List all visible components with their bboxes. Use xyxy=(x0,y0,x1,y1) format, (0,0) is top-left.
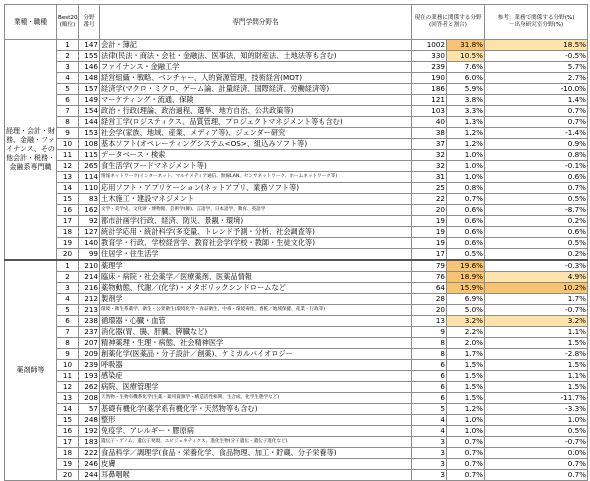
rank-cell: 4 xyxy=(57,73,79,84)
field-name-cell: 耳鼻咽喉 xyxy=(100,470,412,481)
table-row xyxy=(5,150,588,161)
table-row xyxy=(5,393,588,404)
table-row xyxy=(5,437,588,448)
reference-cell: 0.7% xyxy=(485,459,588,470)
share-cell: 2.2% xyxy=(447,327,485,338)
share-cell: 1.5% xyxy=(447,360,485,371)
reference-cell: 0.5% xyxy=(485,194,588,205)
share-cell: 0.7% xyxy=(447,194,485,205)
code-cell: 262 xyxy=(79,382,100,393)
share-cell: 1.0% xyxy=(447,161,485,172)
field-name-cell: 感染症 xyxy=(100,371,412,382)
share-cell: 0.7% xyxy=(447,470,485,481)
reference-cell: 3.2% xyxy=(485,316,588,327)
share-cell: 3.3% xyxy=(447,106,485,117)
field-name-cell: 遺伝子・ゲノム、遺伝子発現、エピジェネティクス、進化生物(分子遺伝・遺伝子進化など) xyxy=(100,437,412,448)
rank-cell: 5 xyxy=(57,305,79,316)
table-row xyxy=(5,128,588,139)
rank-cell: 3 xyxy=(57,283,79,294)
table-row xyxy=(5,371,588,382)
code-cell: 210 xyxy=(79,260,100,272)
rank-cell: 11 xyxy=(57,371,79,382)
code-cell: 209 xyxy=(79,349,100,360)
count-cell: 38 xyxy=(412,128,447,139)
share-cell: 7.6% xyxy=(447,62,485,73)
count-cell: 4 xyxy=(412,415,447,426)
rank-cell: 19 xyxy=(57,459,79,470)
count-cell: 20 xyxy=(412,305,447,316)
field-name-cell: 経営工学(ロジスティクス、品質管理、プロジェクトマネジメント等も含む) xyxy=(100,117,412,128)
code-cell: 193 xyxy=(79,371,100,382)
table-row xyxy=(5,106,588,117)
count-cell: 19 xyxy=(412,216,447,227)
count-cell: 8 xyxy=(412,349,447,360)
field-name-cell: 文学・美学史、文化財・博物館、芸術学(舞)、言語学、日本語学、教育、英語学 xyxy=(100,205,412,216)
count-cell: 25 xyxy=(412,183,447,194)
count-cell: 79 xyxy=(412,260,447,272)
reference-cell: 1.5% xyxy=(485,360,588,371)
code-cell: 140 xyxy=(79,238,100,249)
table-row xyxy=(5,161,588,172)
rank-cell: 14 xyxy=(57,404,79,415)
reference-cell: -2.8% xyxy=(485,349,588,360)
table-row xyxy=(5,51,588,62)
code-cell: 149 xyxy=(79,95,100,106)
reference-cell: 2.7% xyxy=(485,73,588,84)
share-cell: 18.9% xyxy=(447,272,485,283)
reference-cell: 0.8% xyxy=(485,150,588,161)
field-name-cell: 土木施工・建設マネジメント xyxy=(100,194,412,205)
reference-cell: 0.5% xyxy=(485,426,588,437)
count-cell: 6 xyxy=(412,371,447,382)
field-name-cell: 教育学・行政、学校経営学、教育社会学(学校・教師・生徒文化等) xyxy=(100,238,412,249)
code-cell: 238 xyxy=(79,316,100,327)
share-cell: 1.5% xyxy=(447,371,485,382)
share-cell: 1.5% xyxy=(447,382,485,393)
table-row xyxy=(5,459,588,470)
header-code: 分野 番号 xyxy=(79,5,100,40)
reference-cell: 0.0% xyxy=(485,448,588,459)
code-cell: 208 xyxy=(79,393,100,404)
share-cell: 15.9% xyxy=(447,283,485,294)
share-cell: 2.0% xyxy=(447,338,485,349)
header-rank: Best20 (順位) xyxy=(57,5,79,40)
rank-cell: 9 xyxy=(57,349,79,360)
table-row xyxy=(5,84,588,95)
count-cell: 8 xyxy=(412,338,447,349)
rank-cell: 7 xyxy=(57,106,79,117)
code-cell: 83 xyxy=(79,194,100,205)
share-cell: 0.7% xyxy=(447,459,485,470)
rank-cell: 7 xyxy=(57,327,79,338)
rank-cell: 6 xyxy=(57,316,79,327)
rank-cell: 10 xyxy=(57,360,79,371)
table-row xyxy=(5,360,588,371)
rank-cell: 17 xyxy=(57,437,79,448)
count-cell: 28 xyxy=(412,294,447,305)
code-cell: 237 xyxy=(79,327,100,338)
reference-cell: 5.7% xyxy=(485,62,588,73)
table-row xyxy=(5,172,588,183)
rank-cell: 1 xyxy=(57,40,79,51)
code-cell: 108 xyxy=(79,139,100,150)
reference-cell: 4.9% xyxy=(485,272,588,283)
count-cell: 103 xyxy=(412,106,447,117)
count-cell: 64 xyxy=(412,283,447,294)
reference-cell: -8.7% xyxy=(485,205,588,216)
field-name-cell: 応用ソフト・アプリケーション(ネットアプリ、業務ソフト等) xyxy=(100,183,412,194)
reference-cell: 0.7% xyxy=(485,183,588,194)
code-cell: 183 xyxy=(79,437,100,448)
field-name-cell: 製剤学 xyxy=(100,294,412,305)
category-cell: 経理・会計・財務、金融・ファイナンス、その他会計・税務・金融系専門職 xyxy=(5,40,57,261)
field-name-cell: ファイナンス・金融工学 xyxy=(100,62,412,73)
count-cell: 22 xyxy=(412,194,447,205)
count-cell: 5 xyxy=(412,404,447,415)
code-cell: 207 xyxy=(79,338,100,349)
rank-cell: 16 xyxy=(57,426,79,437)
code-cell: 114 xyxy=(79,172,100,183)
reference-cell: -11.7% xyxy=(485,393,588,404)
share-cell: 10.5% xyxy=(447,51,485,62)
table-row xyxy=(5,415,588,426)
share-cell: 0.7% xyxy=(447,448,485,459)
reference-cell: -1.4% xyxy=(485,128,588,139)
table-body xyxy=(5,40,588,481)
count-cell: 32 xyxy=(412,150,447,161)
field-name-cell: 病院、医療管理学 xyxy=(100,382,412,393)
code-cell: 216 xyxy=(79,283,100,294)
table-row xyxy=(5,73,588,84)
reference-cell: 0.5% xyxy=(485,238,588,249)
share-cell: 19.6% xyxy=(447,260,485,272)
field-name-cell: 基礎有機化学(薬学系有機化学・天然物等も含む) xyxy=(100,404,412,415)
code-cell: 115 xyxy=(79,150,100,161)
count-cell: 32 xyxy=(412,161,447,172)
field-name-cell: 臨床・病院・社会薬学／医療薬剤、医薬品情報 xyxy=(100,272,412,283)
code-cell: 144 xyxy=(79,117,100,128)
reference-cell: 1.0% xyxy=(485,415,588,426)
count-cell: 3 xyxy=(412,448,447,459)
rank-cell: 17 xyxy=(57,216,79,227)
code-cell: 92 xyxy=(79,216,100,227)
count-cell: 6 xyxy=(412,393,447,404)
table-row xyxy=(5,260,588,272)
field-name-cell: 経営組織・戦略、ベンチャー、人的資源管理、技術経営(MOT) xyxy=(100,73,412,84)
count-cell: 19 xyxy=(412,227,447,238)
share-cell: 1.2% xyxy=(447,128,485,139)
table-row xyxy=(5,194,588,205)
reference-cell: -0.5% xyxy=(485,51,588,62)
field-name-cell: 経済学(マクロ・ミクロ、ゲーム論、計量経済、国際経済、労働経済等) xyxy=(100,84,412,95)
field-name-cell: 精神薬理・生理・病態、社会精神医学 xyxy=(100,338,412,349)
reference-cell: 0.6% xyxy=(485,172,588,183)
rank-cell: 4 xyxy=(57,294,79,305)
field-name-cell: 環境・衛生系薬学、衛生・公衆衛生(環境化学・食品衛生、中毒・環境毒性、香粧／地域保健、産業・行政等) xyxy=(100,305,412,316)
field-name-cell: 薬理学 xyxy=(100,260,412,272)
code-cell: 265 xyxy=(79,161,100,172)
reference-cell: 1.5% xyxy=(485,338,588,349)
count-cell: 6 xyxy=(412,360,447,371)
table-row xyxy=(5,382,588,393)
reference-cell: 1.4% xyxy=(485,95,588,106)
table-row xyxy=(5,349,588,360)
share-cell: 3.8% xyxy=(447,95,485,106)
rank-cell: 14 xyxy=(57,183,79,194)
table-row xyxy=(5,62,588,73)
count-cell: 3 xyxy=(412,470,447,481)
table-row xyxy=(5,294,588,305)
table-row xyxy=(5,216,588,227)
header-field-name: 専門学問分野名 xyxy=(100,5,412,40)
rank-cell: 2 xyxy=(57,51,79,62)
table-row xyxy=(5,139,588,150)
count-cell: 13 xyxy=(412,316,447,327)
code-cell: 244 xyxy=(79,470,100,481)
field-name-cell: 会計・簿記 xyxy=(100,40,412,51)
share-cell: 3.2% xyxy=(447,316,485,327)
code-cell: 222 xyxy=(79,448,100,459)
reference-cell: -10.0% xyxy=(485,84,588,95)
code-cell: 214 xyxy=(79,272,100,283)
reference-cell: 10.2% xyxy=(485,283,588,294)
reference-cell: 0.2% xyxy=(485,249,588,261)
share-cell: 1.7% xyxy=(447,349,485,360)
table-row xyxy=(5,272,588,283)
code-cell: 192 xyxy=(79,426,100,437)
table-row xyxy=(5,327,588,338)
reference-cell: -0.3% xyxy=(485,260,588,272)
code-cell: 57 xyxy=(79,404,100,415)
share-cell: 1.3% xyxy=(447,117,485,128)
share-cell: 5.9% xyxy=(447,84,485,95)
field-name-cell: 住居学・住生活学 xyxy=(100,249,412,261)
table-row xyxy=(5,40,588,51)
field-name-cell: 都市計画学(行政、経済、防災、景観・環境) xyxy=(100,216,412,227)
count-cell: 76 xyxy=(412,272,447,283)
share-cell: 31.8% xyxy=(447,40,485,51)
field-name-cell: 社会学(家族、地域、産業、メディア等)、ジェンダー研究 xyxy=(100,128,412,139)
field-name-cell: 統計学応用・統計科学(多変量、トレンド予測・分析、社会調査等) xyxy=(100,227,412,238)
rank-cell: 9 xyxy=(57,128,79,139)
field-name-cell: 天然物・生物有機系化学(生薬・薬用資源学・構造活性相関、生合成、化学生態学など) xyxy=(100,393,412,404)
field-name-cell: 呼吸器 xyxy=(100,360,412,371)
rank-cell: 18 xyxy=(57,448,79,459)
rank-cell: 19 xyxy=(57,238,79,249)
share-cell: 1.0% xyxy=(447,426,485,437)
table-row xyxy=(5,227,588,238)
rank-cell: 10 xyxy=(57,139,79,150)
reference-cell: 0.7% xyxy=(485,117,588,128)
code-cell: 212 xyxy=(79,294,100,305)
rank-cell: 16 xyxy=(57,205,79,216)
header-reference: 参考：業務で関係する分野(%) －出身研究室分野(%) xyxy=(485,5,588,40)
field-name-cell: マーケティング・流通、保険 xyxy=(100,95,412,106)
field-name-cell: 薬物動態、代謝／(化学)・メタボリックシンドロームなど xyxy=(100,283,412,294)
reference-cell: 0.7% xyxy=(485,470,588,481)
code-cell: 213 xyxy=(79,305,100,316)
rank-cell: 8 xyxy=(57,117,79,128)
table-row xyxy=(5,249,588,261)
field-name-cell: 政治・行政(理論、政治過程、選挙、地方自治、公共政策等) xyxy=(100,106,412,117)
share-cell: 1.2% xyxy=(447,404,485,415)
field-name-cell: 免疫学、アレルギー・膠原病 xyxy=(100,426,412,437)
code-cell: 153 xyxy=(79,128,100,139)
share-cell: 0.7% xyxy=(447,437,485,448)
count-cell: 239 xyxy=(412,62,447,73)
code-cell: 239 xyxy=(79,360,100,371)
code-cell: 148 xyxy=(79,73,100,84)
table-row xyxy=(5,117,588,128)
rank-cell: 8 xyxy=(57,338,79,349)
share-cell: 0.5% xyxy=(447,249,485,261)
table-row xyxy=(5,426,588,437)
code-cell: 154 xyxy=(79,106,100,117)
field-name-cell: 創薬化学(医薬品・分子設計／創薬)、ケミカルバイオロジー xyxy=(100,349,412,360)
table-row xyxy=(5,448,588,459)
count-cell: 17 xyxy=(412,249,447,261)
reference-cell: 0.9% xyxy=(485,139,588,150)
count-cell: 4 xyxy=(412,426,447,437)
share-cell: 0.8% xyxy=(447,183,485,194)
rank-cell: 13 xyxy=(57,393,79,404)
rank-cell: 20 xyxy=(57,470,79,481)
field-ranking-table xyxy=(4,4,588,481)
header-category: 業種・職種 xyxy=(5,5,57,40)
rank-cell: 5 xyxy=(57,84,79,95)
reference-cell: -0.1% xyxy=(485,161,588,172)
code-cell: 110 xyxy=(79,183,100,194)
rank-cell: 12 xyxy=(57,161,79,172)
share-cell: 1.0% xyxy=(447,415,485,426)
reference-cell: 1.7% xyxy=(485,294,588,305)
rank-cell: 18 xyxy=(57,227,79,238)
code-cell: 246 xyxy=(79,459,100,470)
count-cell: 330 xyxy=(412,51,447,62)
field-name-cell: データベース・検索 xyxy=(100,150,412,161)
reference-cell: -3.3% xyxy=(485,404,588,415)
count-cell: 9 xyxy=(412,327,447,338)
share-cell: 0.6% xyxy=(447,216,485,227)
rank-cell: 3 xyxy=(57,62,79,73)
reference-cell: -0.7% xyxy=(485,437,588,448)
code-cell: 155 xyxy=(79,51,100,62)
code-cell: 147 xyxy=(79,40,100,51)
count-cell: 31 xyxy=(412,172,447,183)
count-cell: 20 xyxy=(412,205,447,216)
header-count: 現在の業務に関係する分野 (回答者と割合) xyxy=(412,5,485,40)
count-cell: 19 xyxy=(412,238,447,249)
field-name-cell: 食品科学／調理学(食品・栄養化学、食品物理、加工・貯蔵、分子栄養等) xyxy=(100,448,412,459)
rank-cell: 11 xyxy=(57,150,79,161)
field-name-cell: 基本ソフト(オペレーティングシステム<OS>、組込みソフト等) xyxy=(100,139,412,150)
reference-cell: 0.2% xyxy=(485,216,588,227)
field-name-cell: 皮膚 xyxy=(100,459,412,470)
table-row xyxy=(5,183,588,194)
share-cell: 1.5% xyxy=(447,393,485,404)
table-row xyxy=(5,283,588,294)
count-cell: 6 xyxy=(412,382,447,393)
table-row xyxy=(5,305,588,316)
rank-cell: 20 xyxy=(57,249,79,261)
count-cell: 121 xyxy=(412,95,447,106)
share-cell: 6.9% xyxy=(447,294,485,305)
code-cell: 248 xyxy=(79,415,100,426)
reference-cell: 0.7% xyxy=(485,106,588,117)
code-cell: 99 xyxy=(79,249,100,261)
field-name-cell: 消化器(胃、腸、肝臓、膵臓など) xyxy=(100,327,412,338)
table-row xyxy=(5,205,588,216)
share-cell: 1.2% xyxy=(447,139,485,150)
rank-cell: 2 xyxy=(57,272,79,283)
count-cell: 40 xyxy=(412,117,447,128)
share-cell: 0.6% xyxy=(447,238,485,249)
reference-cell: 18.5% xyxy=(485,40,588,51)
count-cell: 186 xyxy=(412,84,447,95)
table-row xyxy=(5,238,588,249)
count-cell: 37 xyxy=(412,139,447,150)
reference-cell: 1.1% xyxy=(485,327,588,338)
code-cell: 146 xyxy=(79,62,100,73)
code-cell: 157 xyxy=(79,84,100,95)
rank-cell: 12 xyxy=(57,382,79,393)
code-cell: 127 xyxy=(79,227,100,238)
share-cell: 6.0% xyxy=(447,73,485,84)
table-row xyxy=(5,95,588,106)
count-cell: 1002 xyxy=(412,40,447,51)
count-cell: 3 xyxy=(412,459,447,470)
field-name-cell: 食生活学(フードマネジメント等) xyxy=(100,161,412,172)
table-row xyxy=(5,470,588,481)
field-name-cell: 整形 xyxy=(100,415,412,426)
reference-cell: 0.6% xyxy=(485,227,588,238)
count-cell: 3 xyxy=(412,437,447,448)
rank-cell: 6 xyxy=(57,95,79,106)
category-cell: 薬剤師等 xyxy=(5,260,57,481)
table-row xyxy=(5,404,588,415)
count-cell: 190 xyxy=(412,73,447,84)
field-name-cell: 循環器・心臓・血管 xyxy=(100,316,412,327)
share-cell: 1.0% xyxy=(447,172,485,183)
reference-cell: -0.7% xyxy=(485,305,588,316)
header-row xyxy=(5,5,588,40)
field-name-cell: 情報ネットワーク(インターネット、マルチメディア通信、無線LAN、センサネットワーク、ホームネットワーク等) xyxy=(100,172,412,183)
rank-cell: 15 xyxy=(57,415,79,426)
rank-cell: 13 xyxy=(57,172,79,183)
share-cell: 5.0% xyxy=(447,305,485,316)
share-cell: 0.6% xyxy=(447,205,485,216)
share-cell: 0.6% xyxy=(447,227,485,238)
field-name-cell: 法律(民法・商法・会社・金融法、医事法、知的財産法、土地法等も含む) xyxy=(100,51,412,62)
share-cell: 1.0% xyxy=(447,150,485,161)
reference-cell: 1.1% xyxy=(485,371,588,382)
reference-cell: 1.5% xyxy=(485,382,588,393)
table-row xyxy=(5,316,588,327)
table-row xyxy=(5,338,588,349)
code-cell: 162 xyxy=(79,205,100,216)
rank-cell: 1 xyxy=(57,260,79,272)
rank-cell: 15 xyxy=(57,194,79,205)
